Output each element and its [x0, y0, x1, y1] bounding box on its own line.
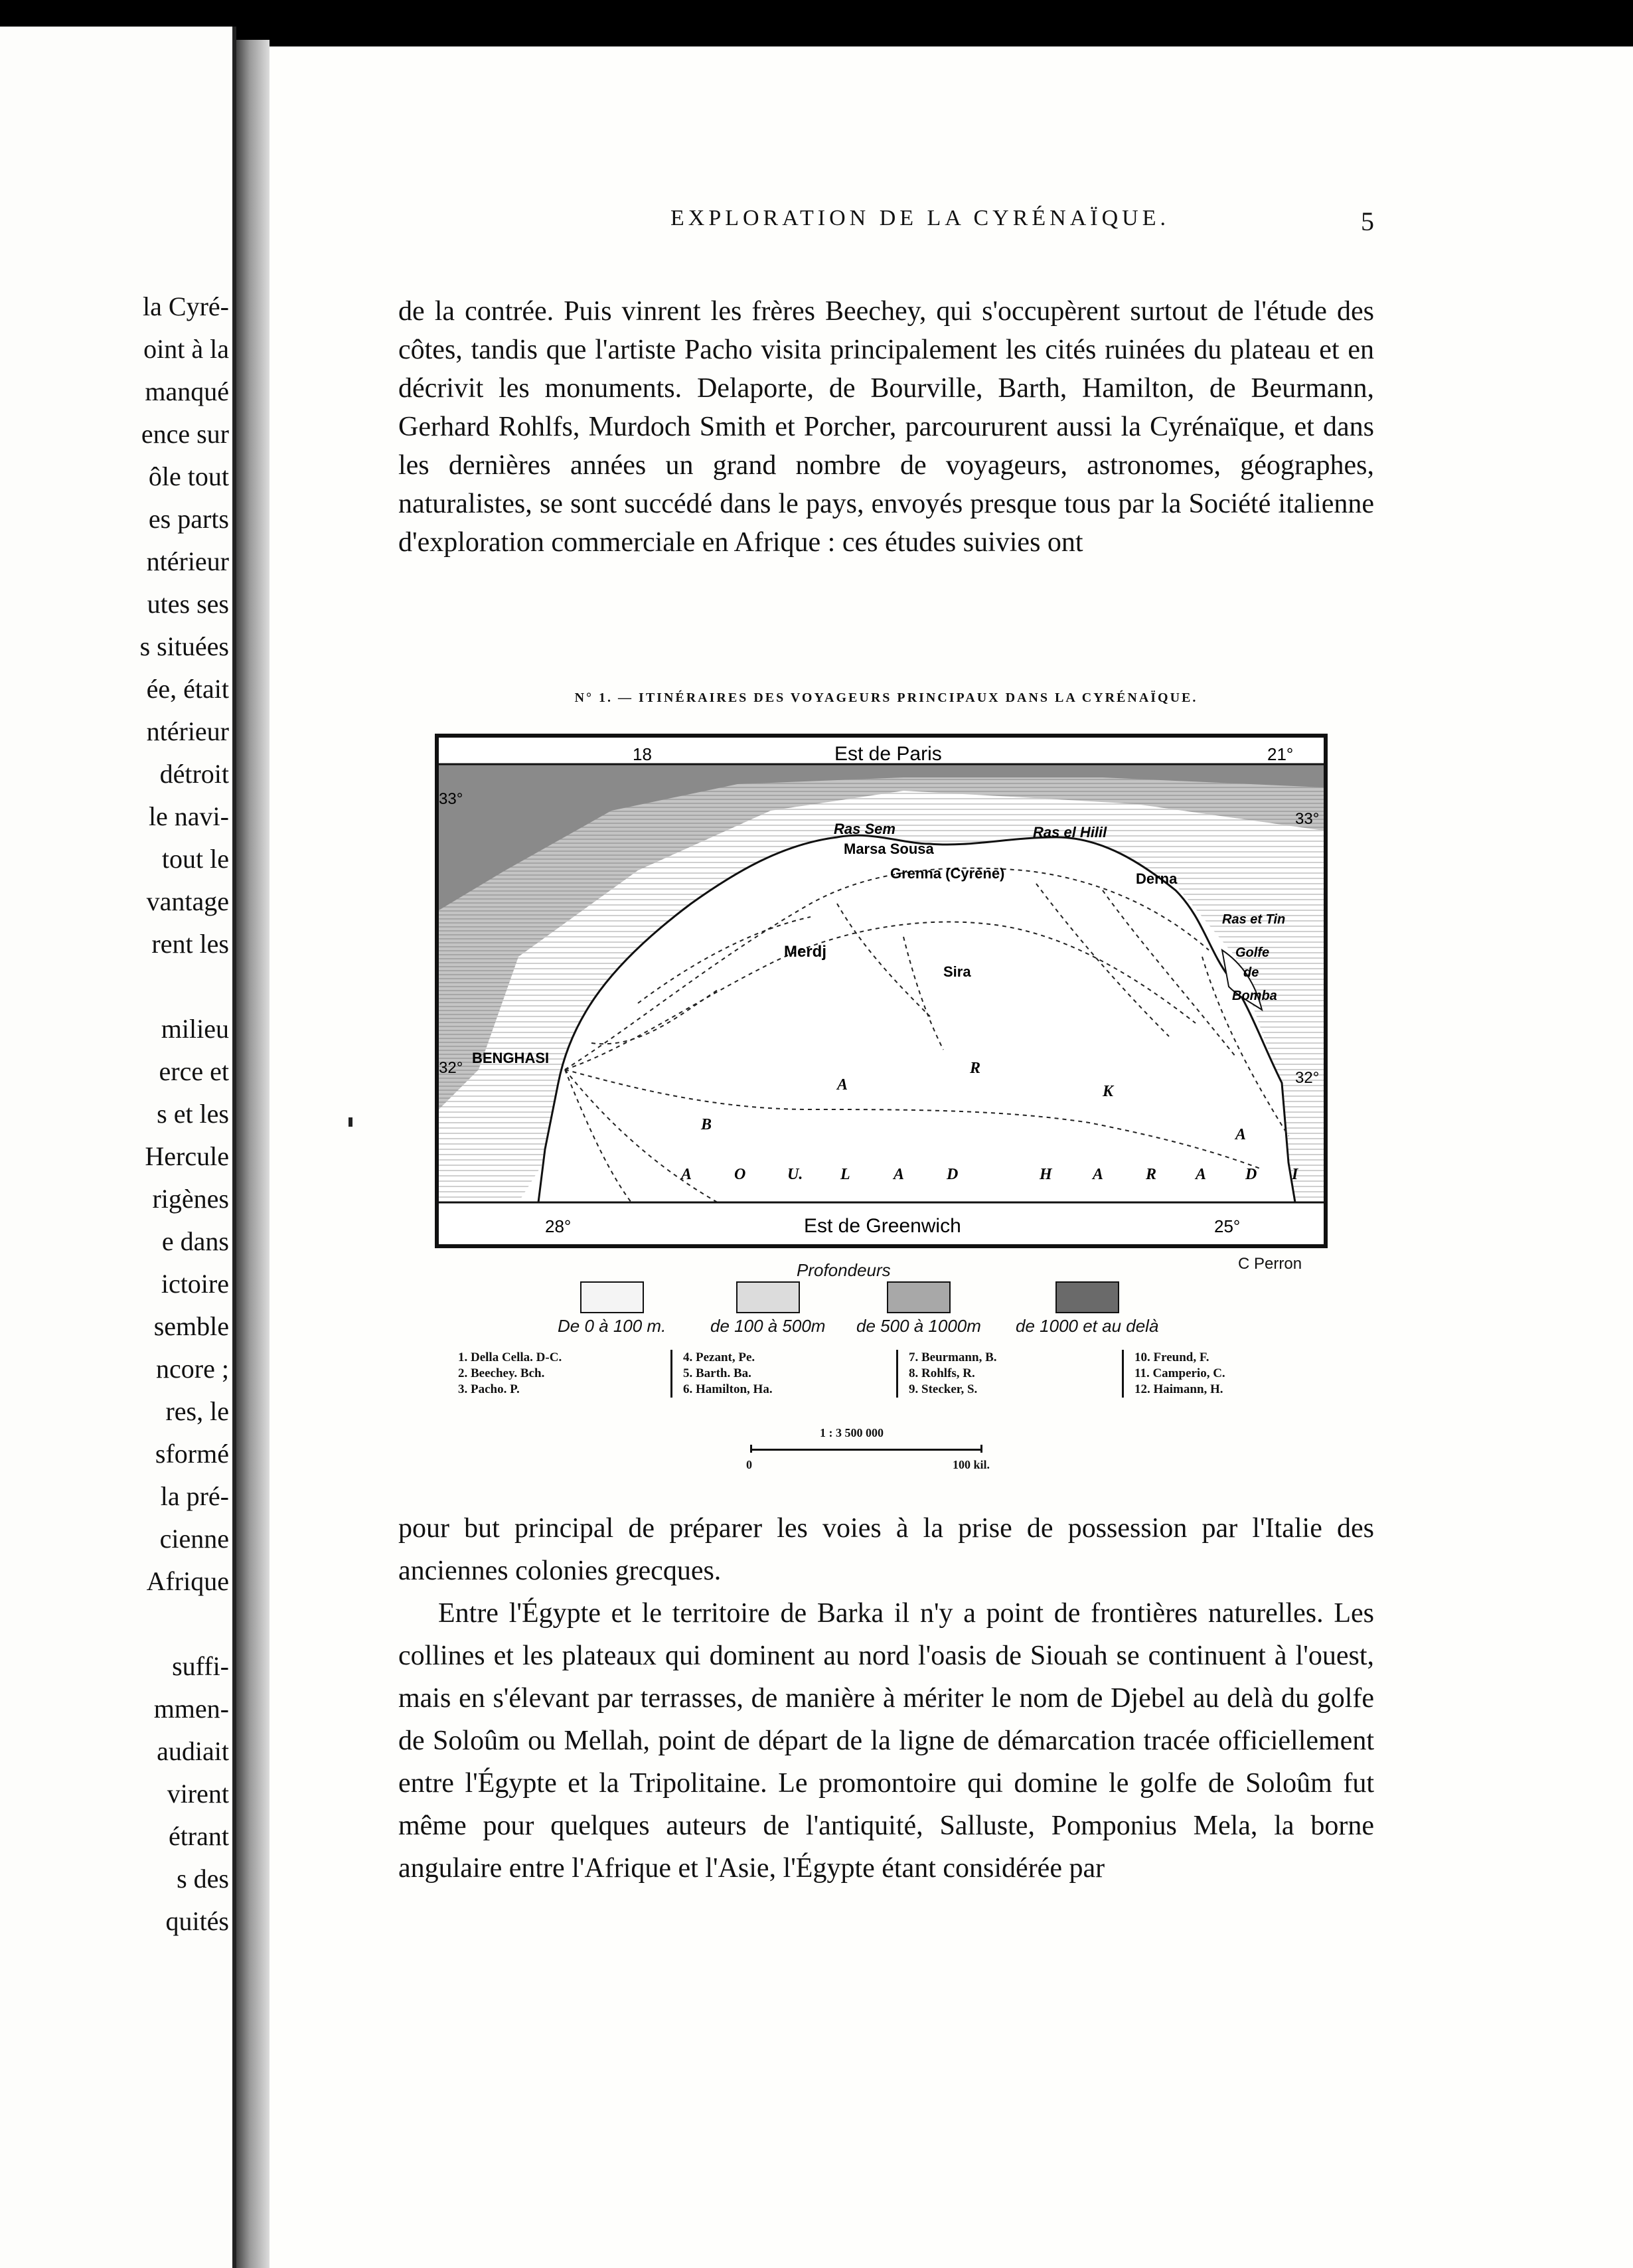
tribe-letter: I [1292, 1166, 1298, 1183]
bottom-text-block [398, 1507, 1374, 1890]
left-page-line: manqué [145, 376, 229, 406]
scale-bar [750, 1449, 982, 1451]
traveller-entry: 5. Barth. Ba. [683, 1366, 751, 1380]
left-page-line: milieu [161, 1014, 229, 1044]
tribe-letter: Н [1040, 1166, 1052, 1183]
running-title: EXPLORATION DE LA CYRÉNAÏQUE. [670, 206, 1170, 230]
place-de: de [1243, 965, 1259, 980]
place-benghasi: BENGHASI [472, 1050, 550, 1066]
tribe-letter: R [1146, 1166, 1157, 1183]
left-page-text [0, 285, 229, 1943]
left-page-line: la Cyré- [143, 291, 229, 321]
scale-tick [750, 1445, 752, 1453]
lat-label-32-right: 32° [1295, 1069, 1320, 1087]
left-page-line: rigènes [152, 1184, 229, 1214]
scale-tick [980, 1445, 982, 1453]
place-derna: Derna [1136, 870, 1178, 887]
tribe-letter: А [1093, 1166, 1104, 1183]
tribe-letter: D [947, 1166, 959, 1183]
depth-label: de 1000 et au delà [1016, 1316, 1159, 1336]
tribe-letter: A [894, 1166, 905, 1183]
depth-item [710, 1281, 825, 1336]
depth-item [558, 1281, 666, 1336]
lat-label-32-left: 32° [439, 1059, 463, 1077]
region-letter: K [1103, 1083, 1114, 1100]
paragraph: de la contrée. Puis vinrent les frères Beechey, qui s'occupèrent surtout de l'étude des côtes, tandis que l'artiste Pacho visita principalement les cités ruinées du plateau et en décrivit les monuments. Delaporte, de Bourville, Barth, Hamilton, de Beurmann, Gerhard Rohlfs, Murdoch Smith et Porcher, parcoururent aussi la Cyrénaïque, et dans les dernières années un grand nombre de voyageurs, astronomes, géographes, naturalistes, se sont succédé dans le pays, envoyés presque tous par la Société italienne d'exploration commerciale en Afrique : ces études suivies ont [398, 296, 1374, 558]
lon-label-21: 21° [1267, 744, 1294, 764]
place-bomba: Bomba [1232, 989, 1277, 1003]
left-page-line: vantage [146, 886, 229, 916]
tribe-letter: D [1245, 1166, 1257, 1183]
traveller-entry: 11. Camperio, C. [1134, 1366, 1225, 1380]
depth-label: De 0 à 100 m. [558, 1316, 666, 1336]
traveller-entry: 8. Rohlfs, R. [909, 1366, 975, 1380]
left-page-line: ntérieur [146, 546, 229, 576]
left-page-line: ictoire [161, 1269, 229, 1299]
scale-end: 100 kil. [953, 1458, 990, 1471]
left-page-line: mmen- [153, 1694, 229, 1724]
left-page-line: s des [177, 1864, 229, 1894]
left-page-line: s et les [157, 1099, 229, 1129]
left-page-line: le navi- [148, 801, 229, 831]
bottom-meridian-label: Est de Greenwich [804, 1215, 961, 1237]
left-page-line: étrant [168, 1821, 229, 1851]
traveller-entry: 2. Beechey. Bch. [458, 1366, 545, 1380]
depth-swatch [887, 1281, 951, 1313]
depth-swatch [736, 1281, 800, 1313]
traveller-column [1122, 1350, 1225, 1398]
figure-caption: N° 1. — ITINÉRAIRES DES VOYAGEURS PRINCIPAUX DANS LA CYRÉNAÏQUE. [574, 690, 1198, 705]
left-page-line: la pré- [160, 1481, 229, 1511]
depth-item [1016, 1281, 1158, 1336]
top-text-block [398, 292, 1374, 562]
traveller-entry: 4. Pezant, Pe. [683, 1350, 755, 1364]
left-page-line: res, le [165, 1396, 229, 1426]
traveller-entry: 1. Della Cella. D-C. [458, 1350, 562, 1364]
place-marsa-sousa: Marsa Sousa [844, 841, 934, 857]
traveller-entry: 7. Beurmann, B. [909, 1350, 997, 1364]
left-page-line: Hercule [145, 1141, 229, 1171]
place-ras-el-hilil: Ras el Hilil [1033, 824, 1107, 841]
traveller-entry: 10. Freund, F. [1134, 1350, 1209, 1364]
left-page [0, 27, 236, 2268]
left-page-line: suffi- [172, 1651, 229, 1681]
tribe-letter: A [1196, 1166, 1207, 1183]
depth-swatch [1055, 1281, 1119, 1313]
left-page-line: s situées [139, 631, 229, 661]
left-page-line: audiait [157, 1736, 229, 1766]
paragraph: pour but principal de préparer les voies à la prise de possession par l'Italie des anciennes colonies grecques. [398, 1513, 1374, 1586]
tribe-letter: O [734, 1166, 746, 1183]
place-ras-et-tin: Ras et Tin [1222, 912, 1286, 927]
region-letter: A [837, 1076, 848, 1094]
place-golfe: Golfe [1235, 945, 1270, 960]
left-page-line: erce et [159, 1056, 229, 1086]
top-meridian-label: Est de Paris [834, 743, 942, 765]
tribe-letter: L [840, 1166, 850, 1183]
traveller-entry: 6. Hamilton, Ha. [683, 1382, 773, 1396]
tribe-letter: U. [787, 1166, 803, 1183]
lon-label-28: 28° [545, 1216, 572, 1236]
depth-label: de 500 à 1000m [856, 1316, 981, 1336]
depth-legend [558, 1281, 1221, 1335]
left-page-line: semble [153, 1311, 229, 1341]
left-page-line: tout le [161, 844, 229, 874]
left-page-line [0, 1603, 229, 1645]
left-page-line: détroit [159, 759, 229, 789]
book-gutter [236, 40, 270, 2268]
place-ras-sem: Ras Sem [834, 821, 895, 837]
left-page-line: es parts [148, 504, 229, 534]
lon-label-25: 25° [1214, 1216, 1241, 1236]
place-sira: Sira [943, 963, 971, 980]
left-page-line: ntérieur [146, 716, 229, 746]
left-page-line: utes ses [147, 589, 229, 619]
left-page-line: quités [165, 1906, 229, 1936]
region-letter: R [970, 1060, 981, 1077]
left-page-line: ôle tout [148, 461, 229, 491]
paragraph: Entre l'Égypte et le territoire de Barka il n'y a point de frontières naturelles. Les collines et les plateaux qui dominent au nord l'oasis de Siouah se continuent à l'ouest, mais en s'élevant par terrasses, de manière à mériter le nom de Djebel au delà du golfe de Soloûm ou Mellah, point de départ de la ligne de démarcation tracée officiellement entre l'Égypte et la Tripolitaine. Le promontoire qui domine le golfe de Soloûm fut même pour quelques auteurs de l'antiquité, Salluste, Pomponius Mela, la borne angulaire entre l'Afrique et l'Asie, l'Égypte étant considérée par [398, 1598, 1374, 1884]
scale-ratio: 1 : 3 500 000 [820, 1426, 884, 1439]
depth-legend-title: Profondeurs [797, 1260, 891, 1280]
depth-item [856, 1281, 981, 1336]
left-page-line: oint à la [143, 334, 229, 364]
scale-start: 0 [746, 1458, 752, 1471]
traveller-column [896, 1350, 997, 1398]
left-page-line: ence sur [141, 419, 229, 449]
place-merdj: Merdj [784, 943, 827, 961]
page-number: 5 [1361, 206, 1378, 236]
left-page-line: ée, était [146, 674, 229, 704]
lat-label-33-right: 33° [1295, 810, 1320, 828]
left-page-line: e dans [161, 1226, 229, 1256]
place-grenna: Grenna (Cyrène) [890, 865, 1005, 882]
region-letter: B [701, 1116, 712, 1133]
traveller-entry: 9. Stecker, S. [909, 1382, 978, 1396]
left-page-line: cienne [159, 1524, 229, 1554]
map-figure [435, 734, 1328, 1248]
traveller-entry: 3. Pacho. P. [458, 1382, 520, 1396]
traveller-column [670, 1350, 773, 1398]
traveller-entry: 12. Haimann, H. [1134, 1382, 1223, 1396]
traveller-legend [458, 1350, 1288, 1429]
lat-label-33-left: 33° [439, 790, 463, 808]
region-letter: A [1235, 1126, 1247, 1143]
traveller-column [458, 1350, 562, 1398]
left-page-line: rent les [151, 929, 229, 959]
lon-label-18: 18 [633, 744, 652, 764]
depth-swatch [580, 1281, 644, 1313]
left-page-line [0, 965, 229, 1008]
depth-label: de 100 à 500m [710, 1316, 826, 1336]
left-page-line: ncore ; [156, 1354, 229, 1384]
cyrenaica-map [439, 738, 1324, 1244]
left-page-line: virent [167, 1779, 229, 1809]
margin-mark [349, 1117, 352, 1127]
tribe-letter: A [681, 1166, 692, 1183]
left-page-line: sformé [155, 1439, 229, 1469]
map-credit: C Perron [1238, 1255, 1302, 1273]
left-page-line: Afrique [146, 1566, 229, 1596]
